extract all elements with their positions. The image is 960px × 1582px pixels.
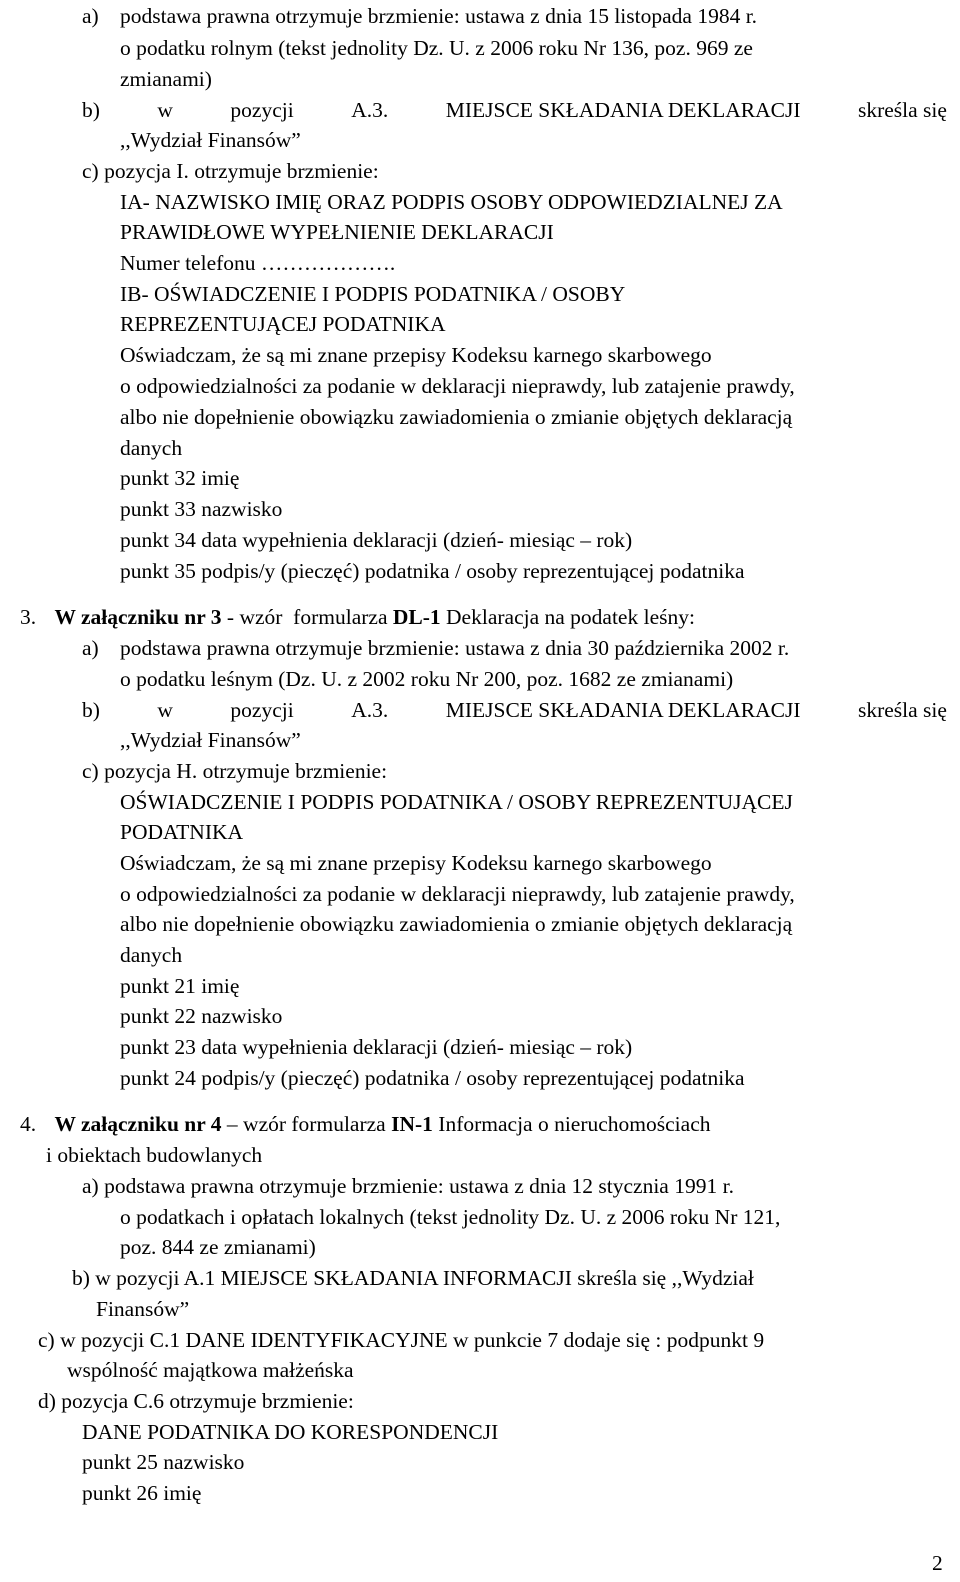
s3-b-word3: A.3. <box>351 698 389 722</box>
s3-heading-mid: - wzór formularza <box>221 605 393 629</box>
s4-c-line2: wspólność majątkowa małżeńska <box>67 1358 354 1382</box>
s4-heading-line2: i obiektach budowlanych <box>46 1143 263 1167</box>
s4-b-line2: Finansów” <box>96 1297 190 1321</box>
s4-heading-rest: Informacja o nieruchomościach <box>432 1112 711 1136</box>
s2-c-line4: Numer telefonu ………………. <box>120 251 396 275</box>
s3-c-line9: punkt 22 nazwisko <box>120 1004 283 1028</box>
s3-c-line10: punkt 23 data wypełnienia deklaracji (dzień- miesiąc – rok) <box>120 1035 633 1059</box>
s4-b-line1: b) w pozycji A.1 MIEJSCE SKŁADANIA INFORMACJI skreśla się ,,Wydział <box>72 1266 754 1290</box>
s3-b-marker: b) <box>82 698 100 722</box>
s3-b-word5: skreśla się <box>857 698 947 722</box>
s4-a-line2: o podatkach i opłatach lokalnych (tekst jednolity Dz. U. z 2006 roku Nr 121, <box>120 1205 781 1229</box>
s3-b-line1 <box>82 700 947 722</box>
s2-c-line1: c) pozycja I. otrzymuje brzmienie: <box>82 159 379 183</box>
s3-c-line8: punkt 21 imię <box>120 974 240 998</box>
s3-c-line11: punkt 24 podpis/y (pieczęć) podatnika / osoby reprezentującej podatnika <box>120 1066 745 1090</box>
s4-heading-bold2: IN-1 <box>391 1112 433 1136</box>
s2-b-word2: pozycji <box>230 98 294 122</box>
s4-c-line1: c) w pozycji C.1 DANE IDENTYFIKACYJNE w punkcie 7 dodaje się : podpunkt 9 <box>38 1328 765 1352</box>
s3-b-word2: pozycji <box>230 698 294 722</box>
s3-b-word4: MIEJSCE SKŁADANIA DEKLARACJI <box>445 698 801 722</box>
s2-c-line9: albo nie dopełnienie obowiązku zawiadomienia o zmianie objętych deklaracją <box>120 405 793 429</box>
s2-c-line3: PRAWIDŁOWE WYPEŁNIENIE DEKLARACJI <box>120 220 554 244</box>
s2-b-line1 <box>82 100 947 122</box>
s3-c-line4: Oświadczam, że są mi znane przepisy Kodeksu karnego skarbowego <box>120 851 712 875</box>
s4-d-line2: DANE PODATNIKA DO KORESPONDENCJI <box>82 1420 499 1444</box>
s4-d-line1: d) pozycja C.6 otrzymuje brzmienie: <box>38 1389 354 1413</box>
s2-c-line5: IB- OŚWIADCZENIE I PODPIS PODATNIKA / OSOBY <box>120 282 626 306</box>
s4-d-line4: punkt 26 imię <box>82 1481 202 1505</box>
s3-c-line3: PODATNIKA <box>120 820 244 844</box>
s3-c-line2: OŚWIADCZENIE I PODPIS PODATNIKA / OSOBY REPREZENTUJĄCEJ <box>120 790 793 814</box>
s3-b-line2: ,,Wydział Finansów” <box>120 728 301 752</box>
s3-a-line1: podstawa prawna otrzymuje brzmienie: ustawa z dnia 30 października 2002 r. <box>120 636 790 660</box>
s2-a-marker: a) <box>82 4 99 28</box>
s2-c-line11: punkt 32 imię <box>120 466 240 490</box>
s2-c-line13: punkt 34 data wypełnienia deklaracji (dzień- miesiąc – rok) <box>120 528 633 552</box>
s2-a-line2: o podatku rolnym (tekst jednolity Dz. U. z 2006 roku Nr 136, poz. 969 ze <box>120 36 753 60</box>
s2-b-word1: w <box>157 98 173 122</box>
s3-c-line5: o odpowiedzialności za podanie w deklaracji nieprawdy, lub zatajenie prawdy, <box>120 882 795 906</box>
s4-heading <box>20 1114 711 1136</box>
s3-a-line2: o podatku leśnym (Dz. U. z 2002 roku Nr 200, poz. 1682 ze zmianami) <box>120 667 734 691</box>
s2-c-line2: IA- NAZWISKO IMIĘ ORAZ PODPIS OSOBY ODPOWIEDZIALNEJ ZA <box>120 190 783 214</box>
s2-c-line7: Oświadczam, że są mi znane przepisy Kodeksu karnego skarbowego <box>120 343 712 367</box>
s4-d-line3: punkt 25 nazwisko <box>82 1450 245 1474</box>
s2-c-line10: danych <box>120 436 183 460</box>
s3-heading-bold1: W załączniku nr 3 <box>54 605 222 629</box>
s4-heading-mid: – wzór formularza <box>221 1112 392 1136</box>
s3-a-marker: a) <box>82 636 99 660</box>
s4-a-line1: a) podstawa prawna otrzymuje brzmienie: ustawa z dnia 12 stycznia 1991 r. <box>82 1174 734 1198</box>
s2-b-word3: A.3. <box>351 98 389 122</box>
s2-b-marker: b) <box>82 98 100 122</box>
s2-c-line12: punkt 33 nazwisko <box>120 497 283 521</box>
s2-b-line2: ,,Wydział Finansów” <box>120 128 301 152</box>
s2-c-line14: punkt 35 podpis/y (pieczęć) podatnika / osoby reprezentującej podatnika <box>120 559 745 583</box>
s3-c-line1: c) pozycja H. otrzymuje brzmienie: <box>82 759 388 783</box>
s2-b-word4: MIEJSCE SKŁADANIA DEKLARACJI <box>445 98 801 122</box>
s2-a-line1: podstawa prawna otrzymuje brzmienie: ustawa z dnia 15 listopada 1984 r. <box>120 4 758 28</box>
s3-heading <box>20 607 695 629</box>
s3-heading-bold2: DL-1 <box>392 605 441 629</box>
page-number: 2 <box>932 1551 943 1575</box>
s4-heading-bold1: W załączniku nr 4 <box>54 1112 222 1136</box>
s2-c-line6: REPREZENTUJĄCEJ PODATNIKA <box>120 312 446 336</box>
s3-number: 3. <box>20 605 37 629</box>
s2-a-line3: zmianami) <box>120 67 212 91</box>
s3-b-word1: w <box>157 698 173 722</box>
s3-c-line6: albo nie dopełnienie obowiązku zawiadomienia o zmianie objętych deklaracją <box>120 912 793 936</box>
s4-number: 4. <box>20 1112 37 1136</box>
s2-c-line8: o odpowiedzialności za podanie w deklaracji nieprawdy, lub zatajenie prawdy, <box>120 374 795 398</box>
s3-heading-rest: Deklaracja na podatek leśny: <box>440 605 695 629</box>
s4-a-line3: poz. 844 ze zmianami) <box>120 1235 316 1259</box>
s3-c-line7: danych <box>120 943 183 967</box>
s2-b-word5: skreśla się <box>857 98 947 122</box>
